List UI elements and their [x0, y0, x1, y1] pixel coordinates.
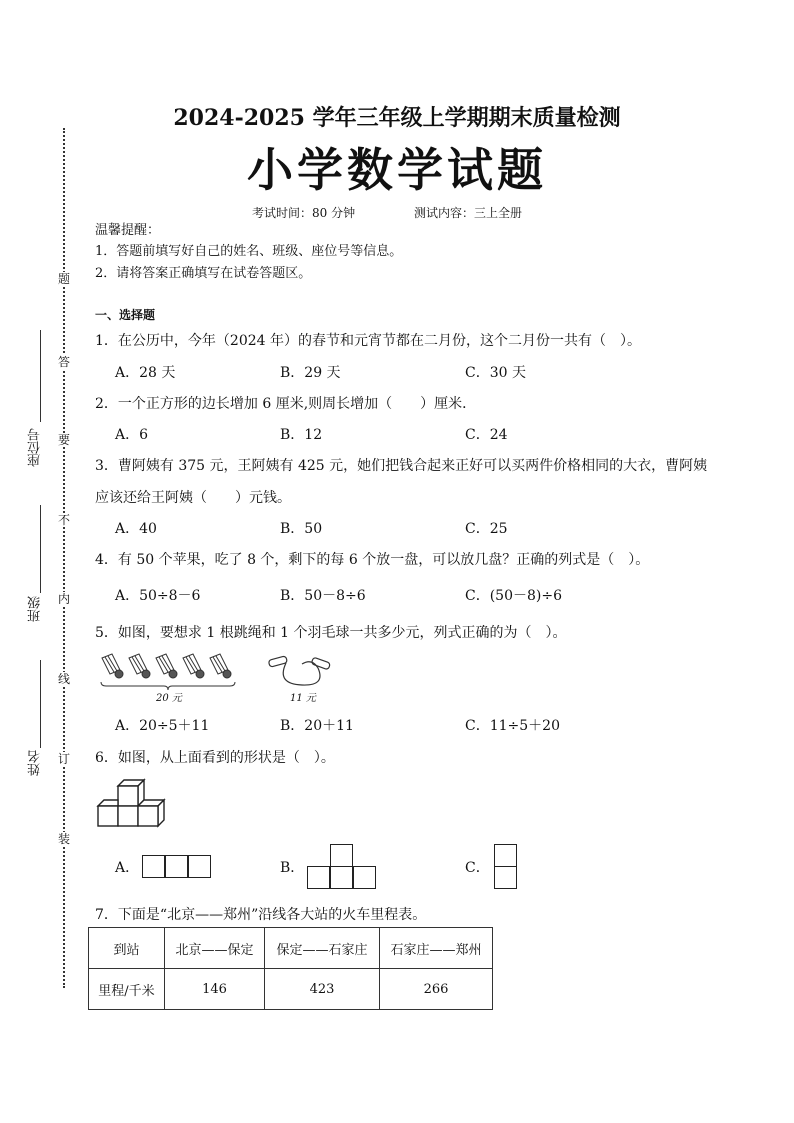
jump-rope-price: 11 元 — [290, 693, 316, 704]
option-c[interactable]: C．(50－8)÷6 — [465, 588, 562, 604]
table-row — [89, 969, 493, 1010]
shape-square — [330, 844, 353, 867]
option-c[interactable]: C．24 — [465, 427, 508, 443]
name-blank-line[interactable] — [40, 660, 41, 748]
shuttlecock-price: 20 元 — [156, 693, 182, 704]
option-b[interactable]: B．29 天 — [280, 365, 341, 381]
option-b[interactable]: B．20＋11 — [280, 718, 354, 734]
exam-content: 测试内容：三上全册 — [414, 206, 523, 220]
name-label: 姓名 — [28, 750, 43, 776]
option-b[interactable]: B．50－8÷6 — [280, 588, 366, 604]
table-cell: 423 — [265, 969, 380, 1010]
option-c[interactable]: C．25 — [465, 521, 508, 537]
option-a[interactable]: A． — [115, 860, 140, 876]
binding-char: 要 — [57, 433, 70, 447]
binding-char: 订 — [57, 752, 70, 766]
seat-blank-line[interactable] — [40, 330, 41, 422]
option-c[interactable]: C．30 天 — [465, 365, 526, 381]
table-header-row — [89, 928, 493, 969]
section-heading: 一、选择题 — [95, 308, 156, 322]
binding-char: 答 — [57, 355, 70, 369]
shape-square — [188, 855, 211, 878]
reminder-title: 温馨提醒： — [95, 223, 161, 238]
option-a[interactable]: A．6 — [115, 427, 149, 443]
table-header-cell: 石家庄——郑州 — [380, 928, 493, 969]
class-label: 班级 — [28, 596, 43, 622]
shape-square — [165, 855, 188, 878]
option-a[interactable]: A．50÷8－6 — [115, 588, 201, 604]
option-c[interactable]: C． — [465, 860, 490, 876]
question-stem: 1．在公历中，今年（2024 年）的春节和元宵节都在二月份，这个二月份一共有（ ）。 — [95, 333, 641, 349]
binding-char: 装 — [57, 832, 70, 846]
binding-char: 题 — [57, 272, 70, 286]
binding-char: 内 — [57, 592, 70, 606]
option-a[interactable]: A．20÷5＋11 — [115, 718, 210, 734]
binding-dotted-line — [63, 128, 65, 988]
option-c[interactable]: C．11÷5＋20 — [465, 718, 560, 734]
seat-label: 座位号 — [28, 428, 43, 467]
option-b[interactable]: B． — [280, 860, 305, 876]
shape-square — [353, 866, 376, 889]
exam-title: 2024-2025 学年三年级上学期期末质量检测 — [173, 105, 621, 131]
jump-rope-illustration — [266, 654, 338, 690]
question-stem: 6．如图，从上面看到的形状是（ ）。 — [95, 750, 335, 766]
question-stem-cont: 应该还给王阿姨（ ）元钱。 — [95, 490, 291, 506]
table-cell: 里程/千米 — [89, 969, 165, 1010]
option-b[interactable]: B．12 — [280, 427, 323, 443]
reminder-item: 1．答题前填写好自己的姓名、班级、座位号等信息。 — [95, 244, 403, 259]
mileage-table — [88, 927, 493, 1010]
shape-square — [307, 866, 330, 889]
option-b[interactable]: B．50 — [280, 521, 323, 537]
shape-square — [494, 844, 517, 867]
table-cell: 266 — [380, 969, 493, 1010]
question-stem: 5．如图，要想求 1 根跳绳和 1 个羽毛球一共多少元，列式正确的为（ ）。 — [95, 625, 567, 641]
option-a[interactable]: A．40 — [115, 521, 157, 537]
cube-stack-figure — [96, 778, 172, 828]
table-header-cell: 保定——石家庄 — [265, 928, 380, 969]
table-cell: 146 — [165, 969, 265, 1010]
question-stem: 7．下面是“北京——郑州”沿线各大站的火车里程表。 — [95, 907, 427, 923]
reminder-item: 2．请将答案正确填写在试卷答题区。 — [95, 266, 312, 281]
table-header-cell: 北京——保定 — [165, 928, 265, 969]
subject-title: 小学数学试题 — [247, 143, 547, 197]
shape-square — [142, 855, 165, 878]
option-a[interactable]: A．28 天 — [115, 365, 176, 381]
binding-char: 不 — [57, 513, 70, 527]
question-stem: 3．曹阿姨有 375 元，王阿姨有 425 元，她们把钱合起来正好可以买两件价格相同的大衣，曹阿姨 — [95, 458, 708, 474]
shape-square — [330, 866, 353, 889]
shape-square — [494, 866, 517, 889]
binding-char: 线 — [57, 672, 70, 686]
class-blank-line[interactable] — [40, 505, 41, 593]
question-stem: 2．一个正方形的边长增加 6 厘米,则周长增加（ ）厘米． — [95, 396, 477, 412]
exam-time: 考试时间：80 分钟 — [252, 206, 356, 220]
table-header-cell: 到站 — [89, 928, 165, 969]
question-stem: 4．有 50 个苹果，吃了 8 个，剩下的每 6 个放一盘，可以放几盘？正确的列式是（ ）。 — [95, 552, 650, 568]
